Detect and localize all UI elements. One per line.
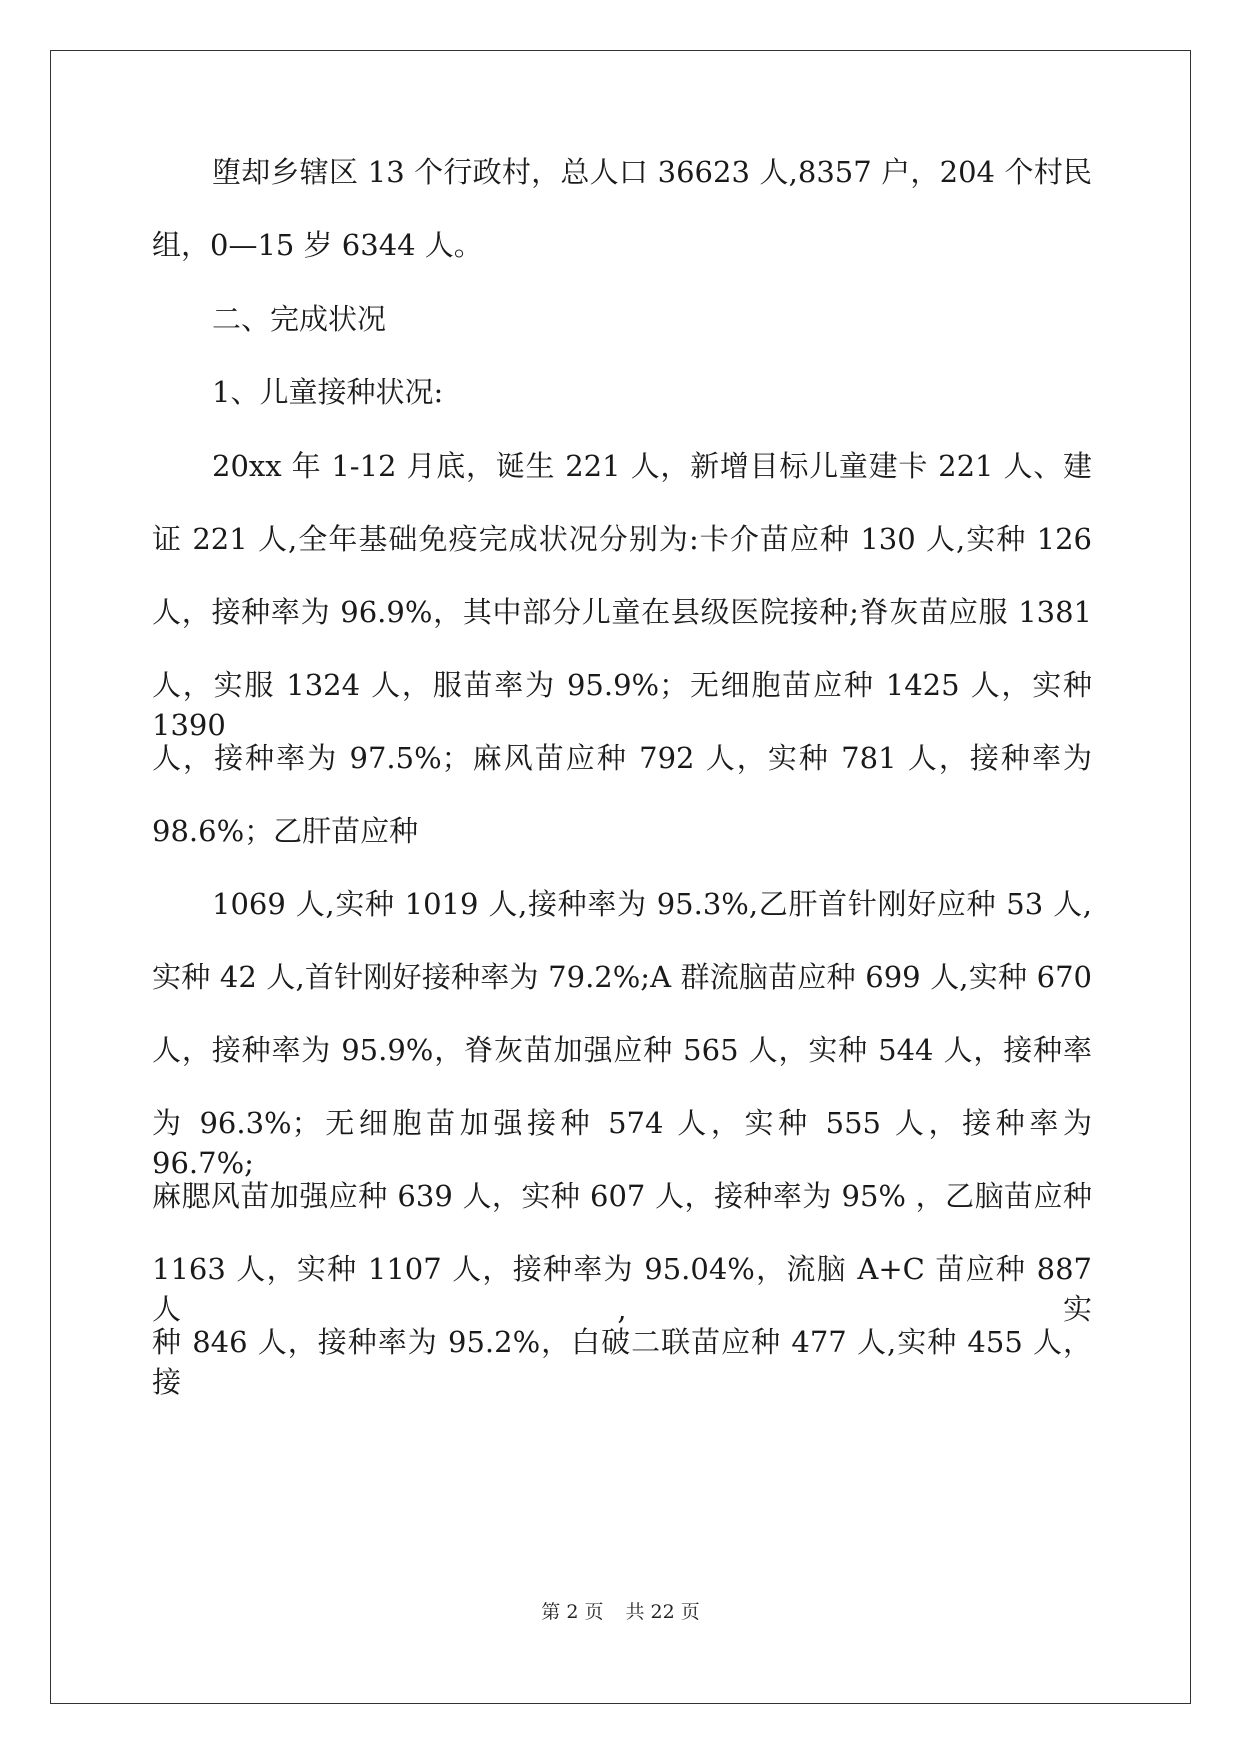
paragraph-line: 堕却乡辖区 13 个行政村，总人口 36623 人,8357 户，204 个村民 [212, 155, 1092, 189]
paragraph-line: 人，接种率为 97.5%；麻风苗应种 792 人，实种 781 人，接种率为 [152, 741, 1092, 775]
paragraph-line: 为 96.3%；无细胞苗加强接种 574 人，实种 555 人，接种率为 96.7%; [152, 1106, 1092, 1180]
paragraph-line: 人，接种率为 95.9%，脊灰苗加强应种 565 人，实种 544 人，接种率 [152, 1033, 1092, 1067]
page-total: 共 22 页 [625, 1601, 700, 1623]
paragraph-line: 人，接种率为 96.9%，其中部分儿童在县级医院接种;脊灰苗应服 1381 [152, 595, 1092, 629]
paragraph-line: 98.6%；乙肝苗应种 [152, 814, 419, 848]
section-heading: 二、完成状况 [212, 302, 387, 336]
subsection-heading: 1、儿童接种状况: [212, 375, 444, 409]
page-footer [0, 1600, 1241, 1624]
paragraph-line: 20xx 年 1-12 月底，诞生 221 人，新增目标儿童建卡 221 人、建 [212, 449, 1092, 483]
paragraph-line: 人，实服 1324 人，服苗率为 95.9%；无细胞苗应种 1425 人，实种 1390 [152, 668, 1092, 742]
paragraph-line: 麻腮风苗加强应种 639 人，实种 607 人，接种率为 95% ，乙脑苗应种 [152, 1179, 1092, 1213]
page-number: 第 2 页 [541, 1601, 604, 1623]
paragraph-line: 种 846 人，接种率为 95.2%，白破二联苗应种 477 人,实种 455 人，接 [152, 1325, 1092, 1399]
paragraph-line: 实种 42 人,首针刚好接种率为 79.2%;A 群流脑苗应种 699 人,实种 670 [152, 960, 1092, 994]
paragraph-line: 证 221 人,全年基础免疫完成状况分别为:卡介苗应种 130 人,实种 126 [152, 522, 1092, 556]
paragraph-line: 1163 人，实种 1107 人，接种率为 95.04%，流脑 A+C 苗应种 887 人,实 [152, 1252, 1092, 1326]
paragraph-line: 1069 人,实种 1019 人,接种率为 95.3%,乙肝首针刚好应种 53 人, [212, 887, 1092, 921]
paragraph-line: 组，0—15 岁 6344 人。 [152, 228, 483, 262]
